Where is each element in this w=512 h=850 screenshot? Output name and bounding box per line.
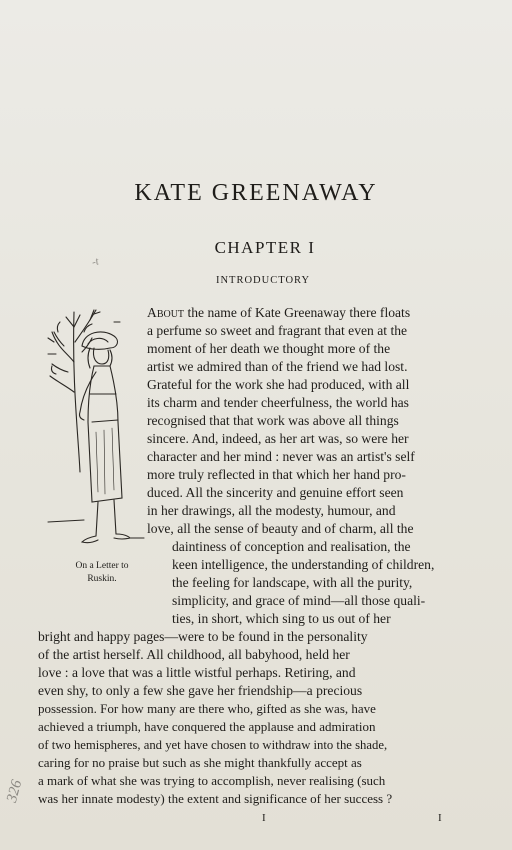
body-line: duced. All the sincerity and genuine effort seen: [147, 485, 404, 500]
body-line: of two hemispheres, and yet have chosen to withdraw into the shade,: [38, 738, 388, 752]
signature-mark-right: I: [438, 812, 442, 824]
chapter-heading: CHAPTER I: [214, 238, 316, 257]
body-line: character and her mind : never was an artist's self: [147, 449, 415, 464]
body-line: keen intelligence, the understanding of children,: [172, 557, 435, 572]
body-line: daintiness of conception and realisation, the: [172, 539, 411, 554]
body-line: the feeling for landscape, with all the purity,: [172, 575, 413, 590]
body-line: caring for no praise but such as she might thankfully accept as: [38, 755, 362, 770]
body-line: love, all the sense of beauty and of charm, all the: [147, 521, 414, 536]
body-line: Grateful for the work she had produced, with all: [147, 377, 410, 392]
body-line: more truly reflected in that which her hand pro-: [147, 467, 406, 482]
pencil-mark: -t: [90, 255, 101, 269]
girl-with-branch-illustration: [44, 302, 148, 554]
body-line: possession. For how many are there who, gifted as she was, have: [38, 701, 376, 716]
body-line: was her innate modesty) the extent and significance of her success ?: [38, 791, 393, 806]
illustration-caption: [62, 560, 142, 586]
body-line: a mark of what she was trying to accomplish, never realising (such: [38, 773, 386, 788]
body-line: recognised that that work was above all things: [147, 413, 399, 428]
pencil-margin-number: 326: [4, 778, 26, 805]
section-heading: INTRODUCTORY: [215, 275, 311, 286]
body-line: even shy, to only a few she gave her friendship—a precious: [38, 683, 363, 698]
body-line: sincere. And, indeed, as her art was, so were her: [147, 431, 409, 446]
body-line: bright and happy pages—were to be found in the personality: [38, 629, 368, 644]
signature-mark-left: I: [262, 812, 266, 824]
drop-word: About: [147, 305, 185, 320]
body-line: simplicity, and grace of mind—all those quali-: [172, 593, 426, 608]
body-line: ties, in short, which sing to us out of her: [172, 611, 391, 626]
body-line: its charm and tender cheerfulness, the world has: [147, 395, 409, 410]
body-line: moment of her death we thought more of the: [147, 341, 391, 356]
body-line: of the artist herself. All childhood, all babyhood, held her: [38, 647, 350, 662]
body-line: artist we admired than of the friend we had lost.: [147, 359, 408, 374]
body-line: in her drawings, all the modesty, humour, and: [147, 503, 396, 518]
body-line: love : a love that was a little wistful perhaps. Retiring, and: [38, 665, 356, 680]
caption-line-1: On a Letter to: [75, 561, 129, 571]
caption-line-2: Ruskin.: [87, 574, 117, 584]
body-line: achieved a triumph, have conquered the applause and admiration: [38, 719, 376, 734]
body-line: a perfume so sweet and fragrant that even at the: [147, 323, 408, 338]
body-line-1: About the name of Kate Greenaway there floats: [147, 305, 411, 320]
book-title: KATE GREENAWAY: [134, 180, 378, 206]
